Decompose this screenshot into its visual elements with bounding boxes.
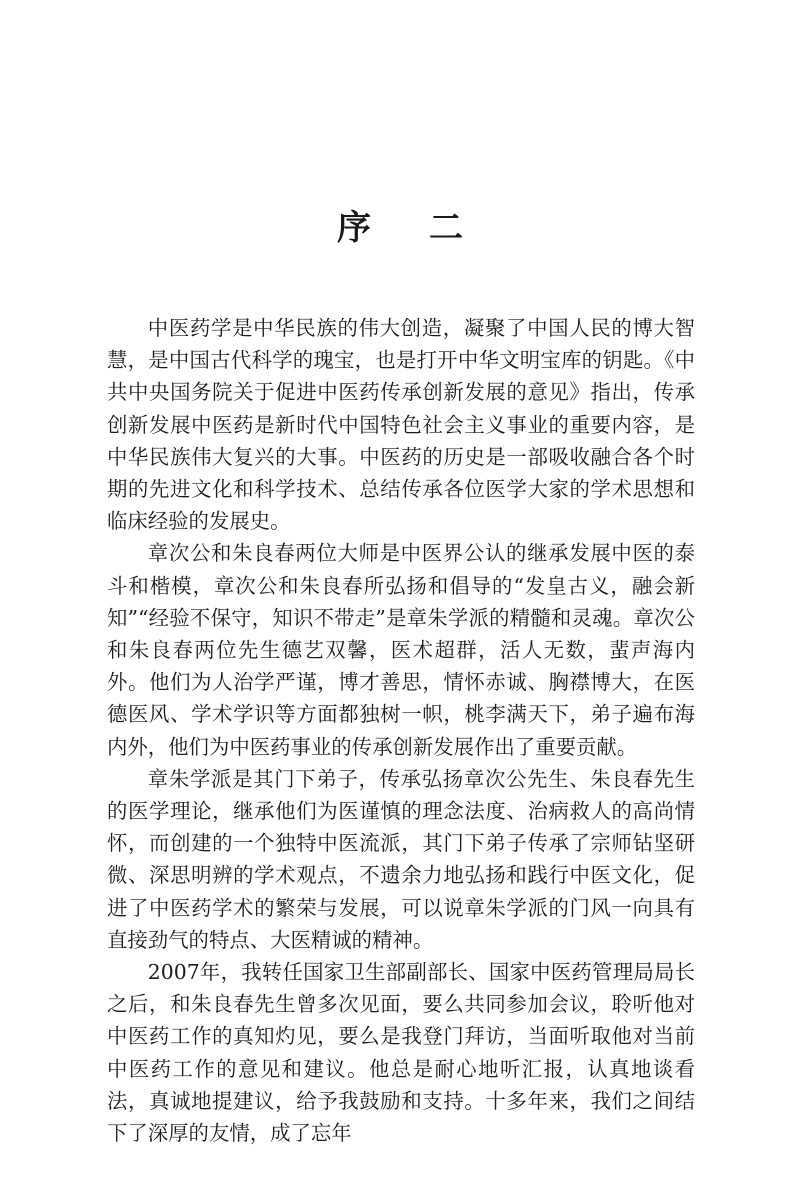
paragraph-2: 章次公和朱良春两位大师是中医界公认的继承发展中医的泰斗和楷模，章次公和朱良春所弘扬和倡导的“发皇古义，融会新知”“经验不保守，知识不带走”是章朱学派的精髓和灵魂。章次公和朱良春两位先生德艺双馨，医术超群，活人无数，蜚声海内外。他们为人治学严谨，博才善思，情怀赤诚、胸襟博大，在医德医风、学术学识等方面都独树一帜，桃李满天下，弟子遍布海内外，他们为中医药事业的传承创新发展作出了重要贡献。 [107,541,695,759]
paragraph-1: 中医药学是中华民族的伟大创造，凝聚了中国人民的博大智慧，是中国古代科学的瑰宝，也是打开中华文明宝库的钥匙。《中共中央国务院关于促进中医药传承创新发展的意见》指出，传承创新发展中医药是新时代中国特色社会主义事业的重要内容，是中华民族伟大复兴的大事。中医药的历史是一部吸收融合各个时期的先进文化和科学技术、总结传承各位医学大家的学术思想和临床经验的发展史。 [107,316,695,534]
paragraph-3: 章朱学派是其门下弟子，传承弘扬章次公先生、朱良春先生的医学理论，继承他们为医谨慎的理念法度、治病救人的高尚情怀，而创建的一个独特中医流派，其门下弟子传承了宗师钻坚研微、深思明辨的学术观点，不遗余力地弘扬和践行中医文化，促进了中医药学术的繁荣与发展，可以说章朱学派的门风一向具有直接劲气的特点、大医精诚的精神。 [107,766,695,952]
paragraph-4: 2007年，我转任国家卫生部副部长、国家中医药管理局局长之后，和朱良春先生曾多次见面，要么共同参加会议，聆听他对中医药工作的真知灼见，要么是我登门拜访，当面听取他对当前中医药工作的意见和建议。他总是耐心地听汇报，认真地谈看法，真诚地提建议，给予我鼓励和支持。十多年来，我们之间结下了深厚的友情，成了忘年 [107,960,695,1146]
page-title: 序二 [337,208,521,248]
preface-body [107,312,695,1146]
